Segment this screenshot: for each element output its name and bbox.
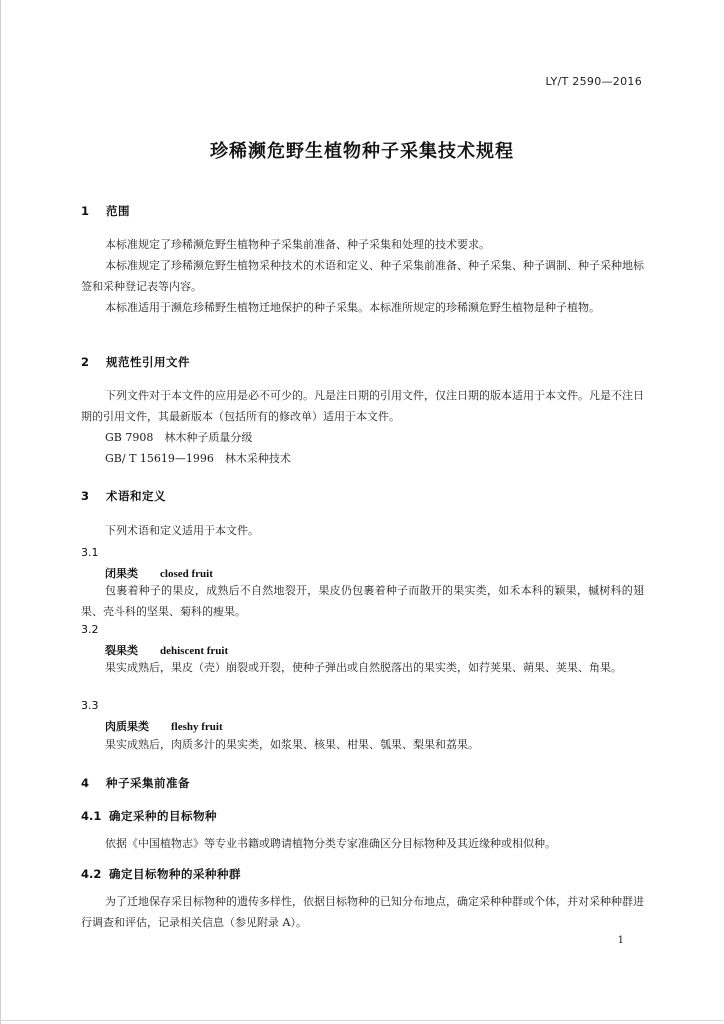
document-title: 珍稀濒危野生植物种子采集技术规程 (210, 141, 514, 162)
standard-code: LY/T 2590—2016 (545, 75, 642, 88)
term-en: fleshy fruit (171, 721, 223, 733)
term-en: dehiscent fruit (160, 645, 229, 657)
clause-number: 3.1 (81, 546, 99, 559)
term-zh: 肉质果类 (105, 720, 149, 733)
subsection-4-1-heading (81, 808, 217, 824)
subsection-number: 4.2 (81, 867, 102, 881)
term-heading (105, 565, 213, 581)
section-2-heading (81, 354, 190, 370)
term-zh: 闭果类 (105, 567, 138, 580)
term-definition: 果实成熟后，果皮（壳）崩裂或开裂，使种子弹出或自然脱落出的果实类，如荇荚果、蒴果、荚果、角果。 (105, 661, 622, 674)
reference-item: GB/ T 15619—1996 林木采种技术 (105, 452, 291, 465)
term-heading (105, 642, 228, 658)
section-title: 规范性引用文件 (106, 355, 190, 369)
terms-intro: 下列术语和定义适用于本文件。 (105, 524, 259, 537)
term-definition: 果实成熟后，肉质多汁的果实类，如浆果、核果、柑果、瓠果、梨果和荔果。 (105, 738, 479, 751)
section-title: 术语和定义 (106, 489, 166, 503)
paragraph: 依据《中国植物志》等专业书籍或聘请植物分类专家准确区分目标物种及其近缘种或相似种。 (105, 837, 556, 850)
term-zh: 裂果类 (105, 644, 138, 657)
term-definition: 包裹着种子的果皮，成熟后不自然地裂开，果皮仍包裹着种子而散开的果实类，如禾本科的颖果，槭树科的翅果、壳斗科的坚果、菊科的瘦果。 (81, 584, 644, 618)
subsection-title: 确定采种的目标物种 (109, 809, 217, 823)
subsection-4-2-heading (81, 866, 241, 882)
section-number: 1 (81, 204, 90, 218)
page-number: 1 (617, 935, 624, 946)
section-4-heading (81, 775, 190, 791)
term-heading (105, 718, 223, 734)
section-number: 2 (81, 355, 90, 369)
subsection-number: 4.1 (81, 809, 102, 823)
paragraph: 本标准适用于濒危珍稀野生植物迁地保护的种子采集。本标准所规定的珍稀濒危野生植物是种子植物。 (105, 301, 600, 314)
paragraph: 本标准规定了珍稀濒危野生植物种子采集前准备、种子采集和处理的技术要求。 (105, 238, 490, 251)
section-title: 范围 (106, 204, 130, 218)
term-en: closed fruit (160, 568, 213, 580)
section-1-heading (81, 203, 130, 219)
clause-number: 3.2 (81, 623, 99, 636)
reference-item: GB 7908 林木种子质量分级 (105, 431, 253, 444)
paragraph: 本标准规定了珍稀濒危野生植物采种技术的术语和定义、种子采集前准备、种子采集、种子调制、种子采种地标签和采种登记表等内容。 (81, 259, 644, 293)
paragraph: 为了迁地保存采目标物种的遗传多样性，依据目标物种的已知分布地点，确定采种种群或个体，并对采种种群进行调查和评估，记录相关信息（参见附录 A）。 (81, 895, 644, 929)
section-3-heading (81, 488, 166, 504)
section-number: 3 (81, 489, 90, 503)
clause-number: 3.3 (81, 699, 99, 712)
section-number: 4 (81, 776, 90, 790)
subsection-title: 确定目标物种的采种种群 (109, 867, 241, 881)
page-bottom-edge (0, 1020, 724, 1021)
section-title: 种子采集前准备 (106, 776, 190, 790)
paragraph: 下列文件对于本文件的应用是必不可少的。凡是注日期的引用文件，仅注日期的版本适用于本文件。凡是不注日期的引用文件，其最新版本（包括所有的修改单）适用于本文件。 (81, 389, 644, 423)
